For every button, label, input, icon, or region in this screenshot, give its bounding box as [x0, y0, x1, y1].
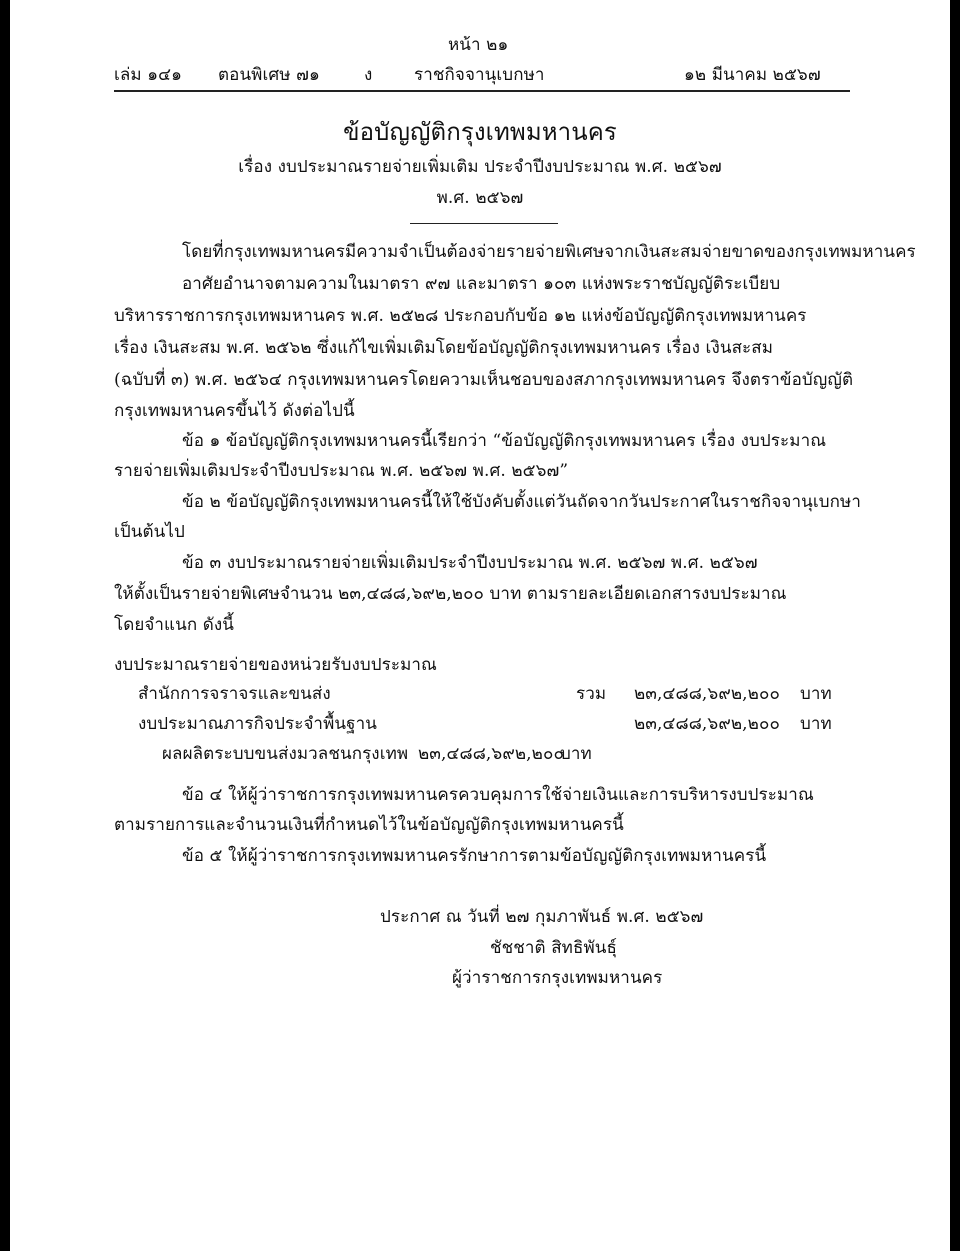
announcement-date: ประกาศ ณ วันที่ ๒๗ กุมภาพันธ์ พ.ศ. ๒๕๖๗ — [380, 907, 704, 927]
budget-mission-amount: ๒๓,๔๘๘,๖๙๒,๒๐๐ — [634, 714, 780, 734]
clause-4-line: ตามรายการและจำนวนเงินที่กำหนดไว้ในข้อบัญญัติกรุงเทพมหานครนี้ — [114, 815, 624, 835]
clause-4-line: ข้อ ๔ ให้ผู้ว่าราชการกรุงเทพมหานครควบคุมการใช้จ่ายเงินและการบริหารงบประมาณ — [182, 785, 814, 805]
budget-output-amount: ๒๓,๔๘๘,๖๙๒,๒๐๐ — [418, 744, 564, 764]
volume-number: เล่ม ๑๔๑ — [114, 65, 182, 85]
budget-mission: งบประมาณภารกิจประจำพื้นฐาน — [138, 714, 377, 734]
signatory-name: ชัชชาติ สิทธิพันธุ์ — [490, 938, 617, 958]
clause-2-line: เป็นต้นไป — [114, 522, 185, 542]
clause-3-line: ข้อ ๓ งบประมาณรายจ่ายเพิ่มเติมประจำปีงบประมาณ พ.ศ. ๒๕๖๗ พ.ศ. ๒๕๖๗ — [182, 553, 758, 573]
budget-baht-unit: บาท — [560, 744, 592, 764]
budget-heading: งบประมาณรายจ่ายของหน่วยรับงบประมาณ — [114, 655, 437, 675]
clause-3-line: ให้ตั้งเป็นรายจ่ายพิเศษจำนวน ๒๓,๔๘๘,๖๙๒,๒๐๐ บาท ตามรายละเอียดเอกสารงบประมาณ — [114, 584, 787, 604]
clause-3-line: โดยจำแนก ดังนี้ — [114, 615, 234, 635]
preamble-line: บริหารราชการกรุงเทพมหานคร พ.ศ. ๒๕๒๘ ประกอบกับข้อ ๑๒ แห่งข้อบัญญัติกรุงเทพมหานคร — [114, 306, 807, 326]
clause-5-line: ข้อ ๕ ให้ผู้ว่าราชการกรุงเทพมหานครรักษาการตามข้อบัญญัติกรุงเทพมหานครนี้ — [182, 846, 767, 866]
title-rule — [410, 223, 558, 224]
section-letter: ง — [364, 65, 373, 85]
preamble-line: เรื่อง เงินสะสม พ.ศ. ๒๕๖๒ ซึ่งแก้ไขเพิ่มเติมโดยข้อบัญญัติกรุงเทพมหานคร เรื่อง เงินสะสม — [114, 338, 774, 358]
budget-agency: สำนักการจราจรและขนส่ง — [138, 684, 331, 704]
document-subject: เรื่อง งบประมาณรายจ่ายเพิ่มเติม ประจำปีงบประมาณ พ.ศ. ๒๕๖๗ — [238, 157, 722, 177]
header-rule — [114, 90, 850, 92]
budget-output: ผลผลิตระบบขนส่งมวลชนกรุงเทพ — [162, 744, 409, 764]
clause-1-line: ข้อ ๑ ข้อบัญญัติกรุงเทพมหานครนี้เรียกว่า “ข้อบัญญัติกรุงเทพมหานคร เรื่อง งบประมาณ — [182, 431, 827, 451]
document-title: ข้อบัญญัติกรุงเทพมหานคร — [343, 118, 617, 146]
budget-total-amount: ๒๓,๔๘๘,๖๙๒,๒๐๐ — [634, 684, 780, 704]
preamble-line: โดยที่กรุงเทพมหานครมีความจำเป็นต้องจ่ายรายจ่ายพิเศษจากเงินสะสมจ่ายขาดของกรุงเทพมหานคร — [182, 242, 916, 262]
page-number: หน้า ๒๑ — [448, 35, 509, 55]
preamble-line: อาศัยอำนาจตามความในมาตรา ๙๗ และมาตรา ๑๐๓ แห่งพระราชบัญญัติระเบียบ — [182, 274, 781, 294]
publication-date: ๑๒ มีนาคม ๒๕๖๗ — [684, 65, 821, 85]
preamble-line: กรุงเทพมหานครขึ้นไว้ ดังต่อไปนี้ — [114, 401, 355, 421]
budget-baht-unit: บาท — [800, 714, 832, 734]
clause-2-line: ข้อ ๒ ข้อบัญญัติกรุงเทพมหานครนี้ให้ใช้บังคับตั้งแต่วันถัดจากวันประกาศในราชกิจจานุเบกษา — [182, 492, 861, 512]
budget-baht-unit: บาท — [800, 684, 832, 704]
signatory-position: ผู้ว่าราชการกรุงเทพมหานคร — [452, 968, 663, 988]
budget-total-label: รวม — [576, 684, 607, 704]
clause-1-line: รายจ่ายเพิ่มเติมประจำปีงบประมาณ พ.ศ. ๒๕๖๗ พ.ศ. ๒๕๖๗” — [114, 461, 569, 481]
preamble-line: (ฉบับที่ ๓) พ.ศ. ๒๕๖๔ กรุงเทพมหานครโดยความเห็นชอบของสภากรุงเทพมหานคร จึงตราข้อบัญญัติ — [114, 370, 854, 390]
document-year: พ.ศ. ๒๕๖๗ — [436, 188, 524, 208]
document-page — [10, 0, 950, 1251]
section-number: ตอนพิเศษ ๗๑ — [218, 65, 320, 85]
gazette-name: ราชกิจจานุเบกษา — [414, 65, 545, 85]
